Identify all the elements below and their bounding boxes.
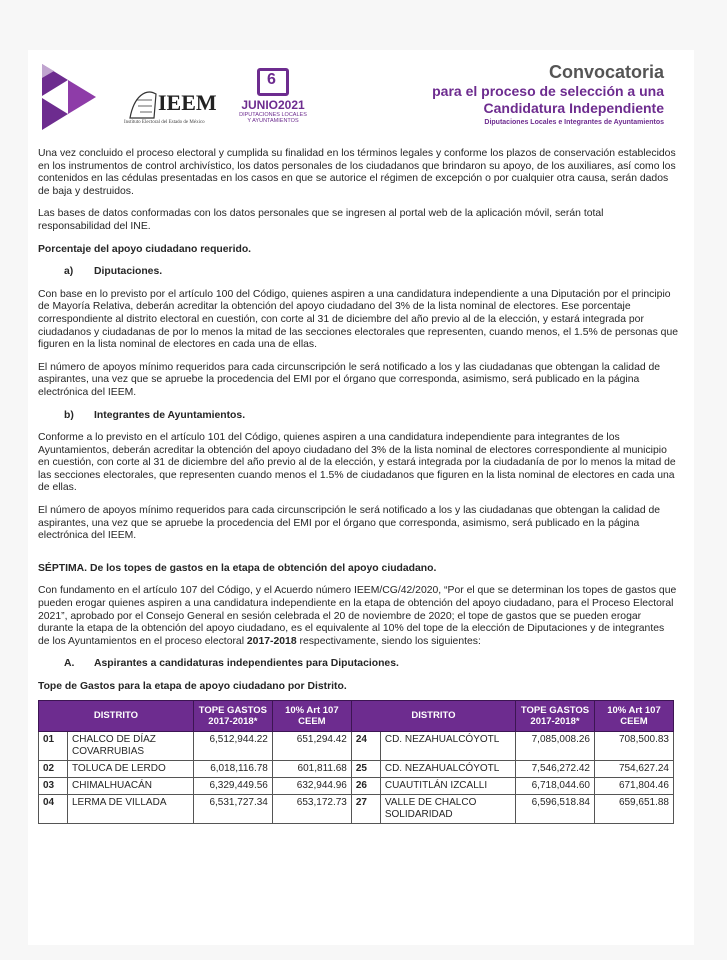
paragraph-4: El número de apoyos mínimo requeridos para cada circunscripción le será notificado a los y las ciudadanas que obtengan la calidad de aspirantes, una vez que se apruebe la procedencia del EMI por el órgano que corresponda, asimismo, será publicado en la página electrónica del IEEM.: [38, 361, 661, 398]
subheading-a-title: Diputaciones.: [94, 266, 163, 278]
heading-porcentaje: Porcentaje del apoyo ciudadano requerido.: [38, 243, 252, 255]
pct-art-107: 708,500.83: [595, 731, 674, 760]
district-name: CUAUTITLÁN IZCALLI: [380, 777, 515, 794]
ieem-subtitle: Instituto Electoral del Estado de México: [124, 120, 205, 125]
junio-date: JUNIO2021: [241, 98, 305, 112]
district-name: CD. NEZAHUALCÓYOTL: [380, 760, 515, 777]
district-name: CD. NEZAHUALCÓYOTL: [380, 731, 515, 760]
subtitle-line1: para el proceso de selección a una: [432, 83, 664, 99]
subheading-b: [64, 410, 678, 423]
header-distrito-2: DISTRITO: [351, 700, 515, 731]
pct-art-107: 659,651.88: [595, 794, 674, 823]
paragraph-7-part-b: respectivamente, siendo los siguientes:: [296, 635, 481, 647]
district-name: VALLE DE CHALCO SOLIDARIDAD: [380, 794, 515, 823]
subheading-A-title: Aspirantes a candidaturas independientes para Diputaciones.: [94, 658, 399, 670]
tope-gastos: 6,718,044.60: [516, 777, 595, 794]
subheading-a: [64, 266, 678, 279]
tope-gastos: 6,018,116.78: [193, 760, 272, 777]
tope-gastos: 6,512,944.22: [193, 731, 272, 760]
tope-gastos: 7,085,008.26: [516, 731, 595, 760]
district-number: 27: [351, 794, 380, 823]
subheading-a-letter: a): [64, 266, 74, 278]
document-body: [38, 148, 678, 824]
tope-gastos: 6,596,518.84: [516, 794, 595, 823]
convocatoria-header: [432, 62, 664, 126]
paragraph-1: Una vez concluido el proceso electoral y cumplida su finalidad en los términos legales y conforme los plazos de conservación establecidos en los instrumentos de control archivístico, los datos personales de los ciudadanos que brindaron su apoyo, de los auxiliares, así como los contenidos en las cédulas presentadas en los casos en que se autorice el régimen de excepción o por cualquier otra causa, serán dados de baja y destruidos.: [38, 148, 676, 197]
pct-art-107: 651,294.42: [272, 731, 351, 760]
junio-2021-logo: [233, 68, 313, 124]
subheading-b-letter: b): [64, 409, 74, 421]
paragraph-5: Conforme a lo previsto en el artículo 101 del Código, quienes aspiren a una candidatura independiente para integrantes de los Ayuntamientos, deberán acreditar la obtención del apoyo ciudadano del 3% de la lista nominal de electores correspondiente al municipio en cuestión, con corte al 31 de diciembre del año previo al de la elección, y estará integrada por la ciudadanía de por lo menos la mitad de las secciones electorales, que representen cuando menos el 1.5% de ciudadanos que figuren en la lista nominal de electores en cada una de ellas.: [38, 432, 676, 494]
paragraph-3: Con base en lo previsto por el artículo 100 del Código, quienes aspiren a una candidatura independiente a una Diputación por el principio de Mayoría Relativa, deberán acreditar la obtención del apoyo ciudadano del 3% de la lista nominal de electores. Ese porcentaje correspondiente al distrito electoral en cuestión, con corte al 31 de diciembre del año previo al de la elección, y estará integrada por ciudadanos y ciudadanas de por lo menos la mitad de las secciones electorales que representen, cuando menos, el 1.5% de personas que figuren en la lista nominal de electores en cada una de ellas.: [38, 288, 679, 351]
district-name: LERMA DE VILLADA: [68, 794, 194, 823]
paragraph-7-part-a: Con fundamento en el artículo 107 del Código, y el Acuerdo número IEEM/CG/42/2020, “Por el que se determinan los topes de gastos que pueden erogar quienes aspiren a una candidatura independiente en la etapa de obtención del apoyo ciudadano, para el Proceso Electoral 2021”, aprobado por el Consejo General en sesión celebrada el 20 de noviembre de 2020; el tope de gastos que se pueden erogar durante la etapa de la obtención del apoyo ciudadano, es el equivalente al 10% del tope de la elección de Diputaciones y de integrantes de los Ayuntamientos en el proceso electoral: [38, 585, 677, 647]
district-number: 04: [39, 794, 68, 823]
header-tope-1: TOPE GASTOS 2017-2018*: [193, 700, 272, 731]
paragraph-7: [38, 585, 678, 648]
district-number: 24: [351, 731, 380, 760]
pct-art-107: 671,804.46: [595, 777, 674, 794]
subtitle-line2: Candidatura Independiente: [483, 100, 664, 116]
district-number: 26: [351, 777, 380, 794]
pct-art-107: 754,627.24: [595, 760, 674, 777]
district-number: 02: [39, 760, 68, 777]
heading-septima: SÉPTIMA. De los topes de gastos en la etapa de obtención del apoyo ciudadano.: [38, 562, 437, 574]
table-row: [39, 731, 674, 760]
table-row: [39, 760, 674, 777]
header-pct-1: 10% Art 107 CEEM: [272, 700, 351, 731]
junio-sub1: DIPUTACIONES LOCALES: [239, 112, 307, 118]
junio-sub2: Y AYUNTAMIENTOS: [247, 118, 299, 124]
subheading-b-title: Integrantes de Ayuntamientos.: [94, 409, 246, 421]
heading-tope: Tope de Gastos para la etapa de apoyo ciudadano por Distrito.: [38, 681, 347, 692]
pct-art-107: 653,172.73: [272, 794, 351, 823]
district-number: 01: [39, 731, 68, 760]
subheading-A: [64, 658, 678, 671]
paragraph-6: El número de apoyos mínimo requeridos para cada circunscripción le será notificado a los y las ciudadanas que obtengan la calidad de aspirantes, una vez que se apruebe la procedencia del EMI por el órgano que corresponda, asimismo, será publicado en la página electrónica del IEEM.: [38, 505, 661, 542]
ballot-box-icon: [257, 68, 289, 96]
tope-gastos: 6,329,449.56: [193, 777, 272, 794]
table-row: [39, 794, 674, 823]
paragraph-2: Las bases de datos conformadas con los datos personales que se ingresen al portal web de la aplicación móvil, serán total responsabilidad del INE.: [38, 208, 604, 232]
table-row: [39, 777, 674, 794]
district-name: CHALCO DE DÍAZ COVARRUBIAS: [68, 731, 194, 760]
junio-number: 6: [267, 71, 276, 88]
tope-gastos: 7,546,272.42: [516, 760, 595, 777]
district-name: CHIMALHUACÁN: [68, 777, 194, 794]
pct-art-107: 601,811.68: [272, 760, 351, 777]
page-title: Convocatoria: [548, 62, 664, 82]
header-tope-2: TOPE GASTOS 2017-2018*: [516, 700, 595, 731]
subtitle-line3: Diputaciones Locales e Integrantes de Ayuntamientos: [484, 119, 664, 126]
district-name: TOLUCA DE LERDO: [68, 760, 194, 777]
gastos-table: [38, 700, 674, 824]
header-distrito-1: DISTRITO: [39, 700, 194, 731]
table-header-row: [39, 700, 674, 731]
district-number: 25: [351, 760, 380, 777]
pct-art-107: 632,944.96: [272, 777, 351, 794]
tope-gastos: 6,531,727.34: [193, 794, 272, 823]
subheading-A-letter: A.: [64, 658, 75, 670]
district-number: 03: [39, 777, 68, 794]
ieem-logo-text: IEEM: [158, 90, 217, 115]
paragraph-7-bold: 2017-2018: [246, 635, 297, 647]
ieem-triangles-logo-icon: [38, 60, 108, 130]
document-page: [28, 50, 694, 945]
header-pct-2: 10% Art 107 CEEM: [595, 700, 674, 731]
